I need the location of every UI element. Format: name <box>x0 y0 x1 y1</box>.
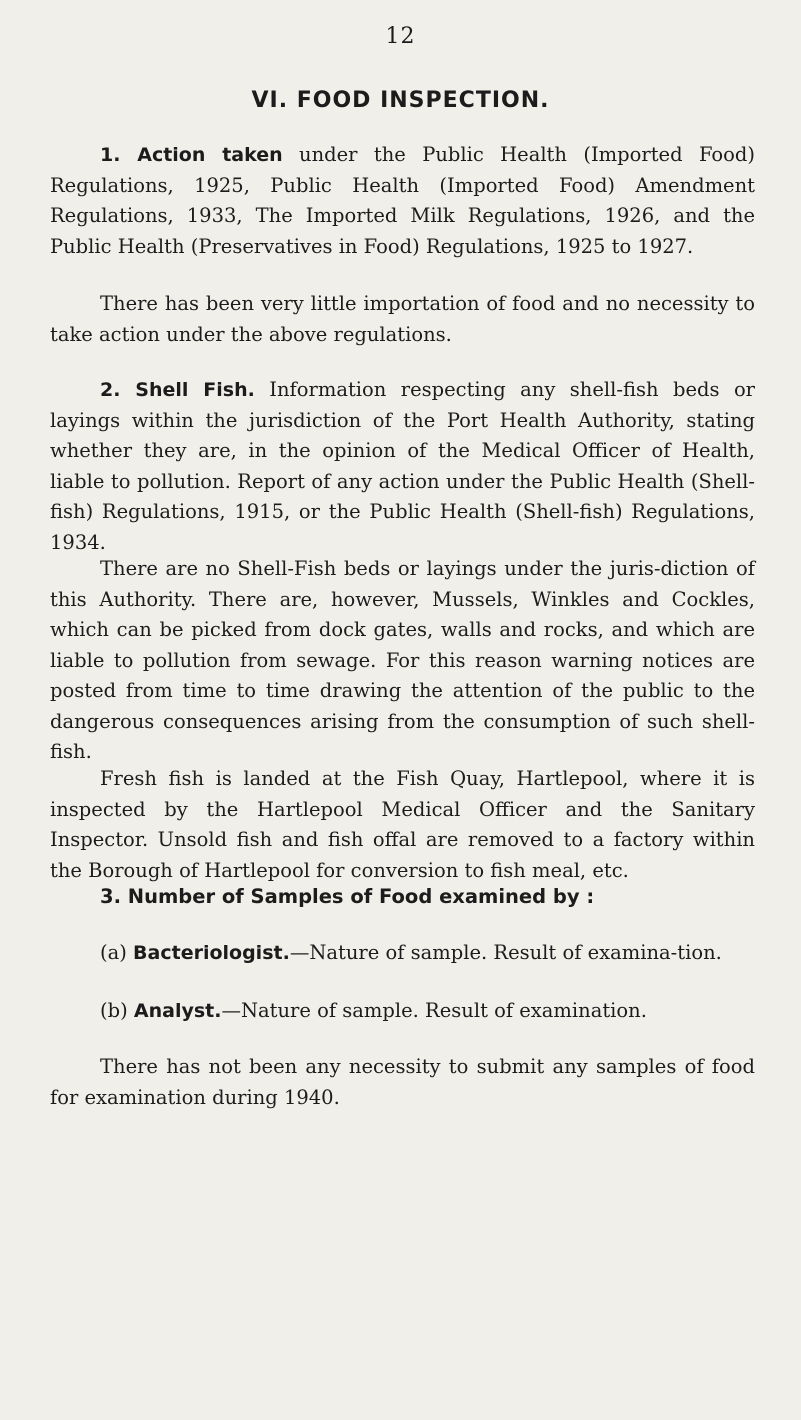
item-1-heading: 1. Action taken <box>100 144 283 166</box>
paragraph-shellfish: There are no Shell-Fish beds or layings under the juris-diction of this Authority. There are, however, Mussels, Winkles and Cockles, which can be picked from dock gates, walls and rocks, and which are liable to pollution from sewage. For this reason warning notices are posted from time to time drawing the attention of the public to the dangerous consequences arising from the consumption of such shell-fish. <box>50 557 755 763</box>
item-2-paragraph <box>50 375 755 558</box>
item-2-heading: 2. Shell Fish. <box>100 379 255 401</box>
sub-item-b-heading: Analyst. <box>133 1000 222 1022</box>
page-number: 12 <box>385 24 416 49</box>
sub-item-a-heading: Bacteriologist. <box>133 942 290 964</box>
item-3-heading: 3. Number of Samples of Food examined by : <box>100 885 595 908</box>
sub-item-b <box>50 996 755 1027</box>
paragraph-importation: There has been very little importation of food and no necessity to take action under the above regulations. <box>50 292 755 346</box>
sub-item-a <box>50 938 755 969</box>
paragraph-fresh-fish: Fresh fish is landed at the Fish Quay, Hartlepool, where it is inspected by the Hartlepool Medical Officer and the Sanitary Inspector. Unsold fish and fish offal are removed to a factory within the Borough of Hartlepool for conversion to fish meal, etc. <box>50 767 755 882</box>
paragraph-samples: There has not been any necessity to submit any samples of food for examination during 1940. <box>50 1055 755 1109</box>
sub-item-a-text: —Nature of sample. Result of examina-tion. <box>289 941 722 964</box>
item-1-text: under the Public Health (Imported Food) Regulations, 1925, Public Health (Imported Food) Amendment Regulations, 1933, The Imported Milk Regulations, 1926, and the Public Health (Preservatives in Food) Regulations, 1925 to 1927. <box>50 143 755 258</box>
sub-item-b-label: (b) <box>100 999 128 1022</box>
section-title: VI. FOOD INSPECTION. <box>251 88 550 113</box>
sub-item-b-text: —Nature of sample. Result of examination. <box>221 999 647 1022</box>
item-1-paragraph <box>50 140 755 262</box>
sub-item-a-label: (a) <box>100 941 127 964</box>
item-2-text: Information respecting any shell-fish beds or layings within the jurisdiction of the Port Health Authority, stating whether they are, in the opinion of the Medical Officer of Health, liable to pollution. Report of any action under the Public Health (Shell-fish) Regulations, 1915, or the Public Health (Shell-fish) Regulations, 1934. <box>50 378 755 554</box>
